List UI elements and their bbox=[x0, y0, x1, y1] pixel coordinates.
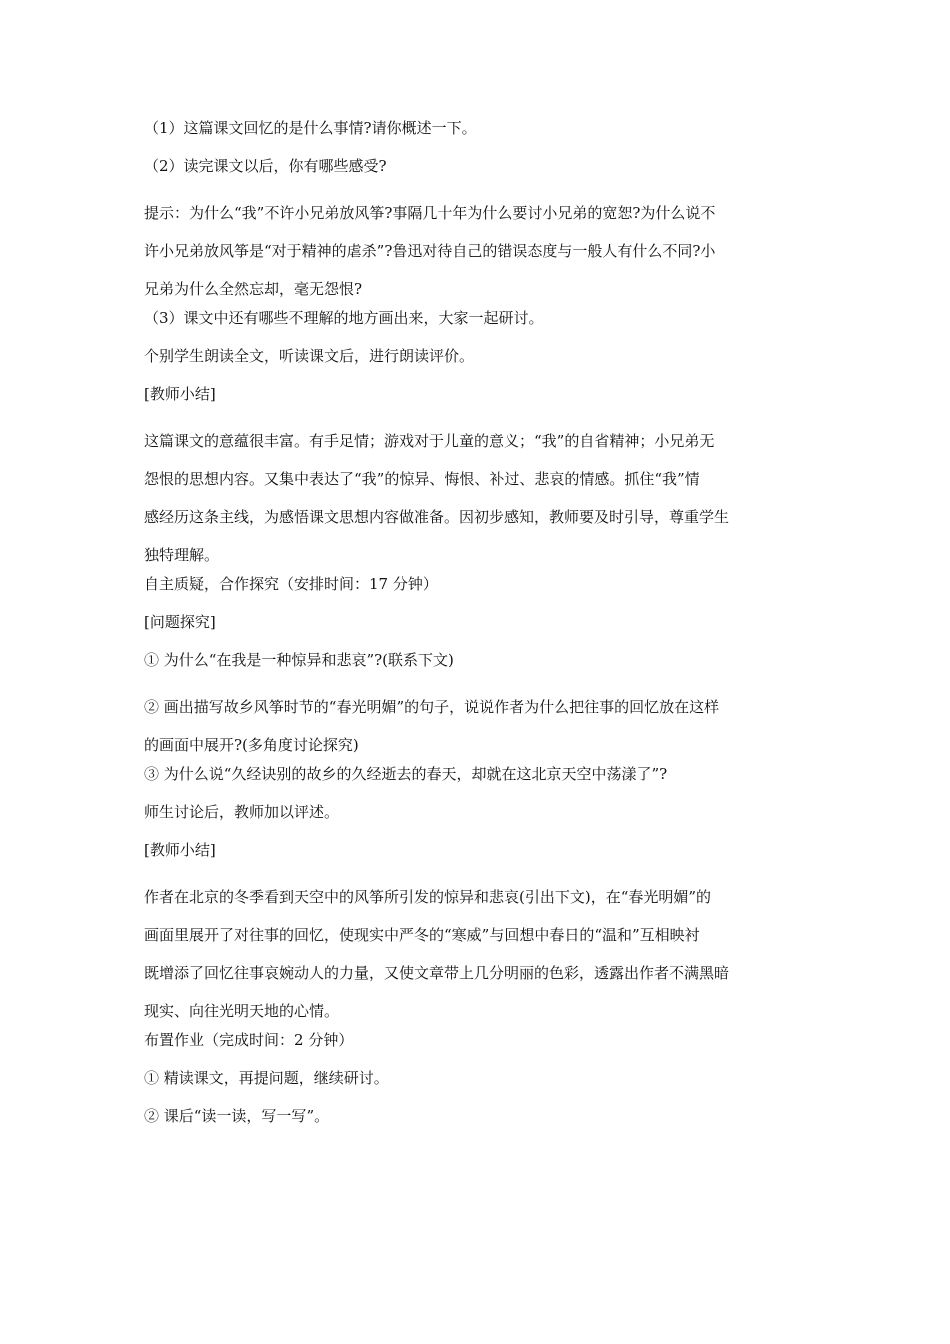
summary-2-line-3: 既增添了回忆往事哀婉动人的力量，又使文章带上几分明丽的色彩，透露出作者不满黑暗 bbox=[144, 964, 730, 982]
hint-line-3: 兄弟为什么全然忘却，毫无怨恨? bbox=[144, 280, 363, 298]
reading-instruction: 个别学生朗读全文，听读课文后，进行朗读评价。 bbox=[144, 347, 475, 365]
inquiry-section-title: 自主质疑，合作探究（安排时间：17 分钟） bbox=[144, 575, 438, 593]
document-page bbox=[144, 118, 809, 1144]
homework-title: 布置作业（完成时间：2 分钟） bbox=[144, 1031, 354, 1049]
hint-line-2: 许小兄弟放风筝是“对于精神的虐杀”?鲁迅对待自己的错误态度与一般人有什么不同?小 bbox=[144, 242, 716, 260]
question-1: （1）这篇课文回忆的是什么事情?请你概述一下。 bbox=[144, 119, 477, 137]
homework-item-1: ① 精读课文，再提问题，继续研讨。 bbox=[144, 1069, 389, 1087]
problem-2-line-2: 的画面中展开?(多角度讨论探究) bbox=[144, 736, 359, 754]
teacher-summary-label-1: [教师小结] bbox=[144, 385, 216, 403]
teacher-summary-label-2: [教师小结] bbox=[144, 841, 216, 859]
summary-1-line-1: 这篇课文的意蕴很丰富。有手足情；游戏对于儿童的意义；“我”的自省精神；小兄弟无 bbox=[144, 432, 715, 450]
summary-1-line-4: 独特理解。 bbox=[144, 546, 220, 564]
question-3: （3）课文中还有哪些不理解的地方画出来，大家一起研讨。 bbox=[144, 309, 544, 327]
summary-2-line-1: 作者在北京的冬季看到天空中的风筝所引发的惊异和悲哀(引出下文)，在“春光明媚”的 bbox=[144, 888, 712, 906]
discussion-note: 师生讨论后，教师加以评述。 bbox=[144, 803, 340, 821]
summary-2-line-4: 现实、向往光明天地的心情。 bbox=[144, 1002, 340, 1020]
problem-2-line-1: ② 画出描写故乡风筝时节的“春光明媚”的句子，说说作者为什么把往事的回忆放在这样 bbox=[144, 698, 720, 716]
hint-line-1: 提示：为什么“我”不许小兄弟放风筝?事隔几十年为什么要讨小兄弟的宽恕?为什么说不 bbox=[144, 204, 716, 222]
problem-3: ③ 为什么说“久经诀别的故乡的久经逝去的春天，却就在这北京天空中荡漾了”? bbox=[144, 765, 668, 783]
summary-1-line-3: 感经历这条主线，为感悟课文思想内容做准备。因初步感知，教师要及时引导，尊重学生 bbox=[144, 508, 730, 526]
summary-2-line-2: 画面里展开了对往事的回忆，使现实中严冬的“寒威”与回想中春日的“温和”互相映衬 bbox=[144, 926, 700, 944]
summary-1-line-2: 怨恨的思想内容。又集中表达了“我”的惊异、悔恨、补过、悲哀的情感。抓住“我”情 bbox=[144, 470, 700, 488]
homework-item-2: ② 课后“读一读，写一写”。 bbox=[144, 1107, 330, 1125]
question-2: （2）读完课文以后，你有哪些感受? bbox=[144, 157, 387, 175]
problem-inquiry-label: [问题探究] bbox=[144, 613, 216, 631]
problem-1: ① 为什么“在我是一种惊异和悲哀”?(联系下文) bbox=[144, 651, 454, 669]
